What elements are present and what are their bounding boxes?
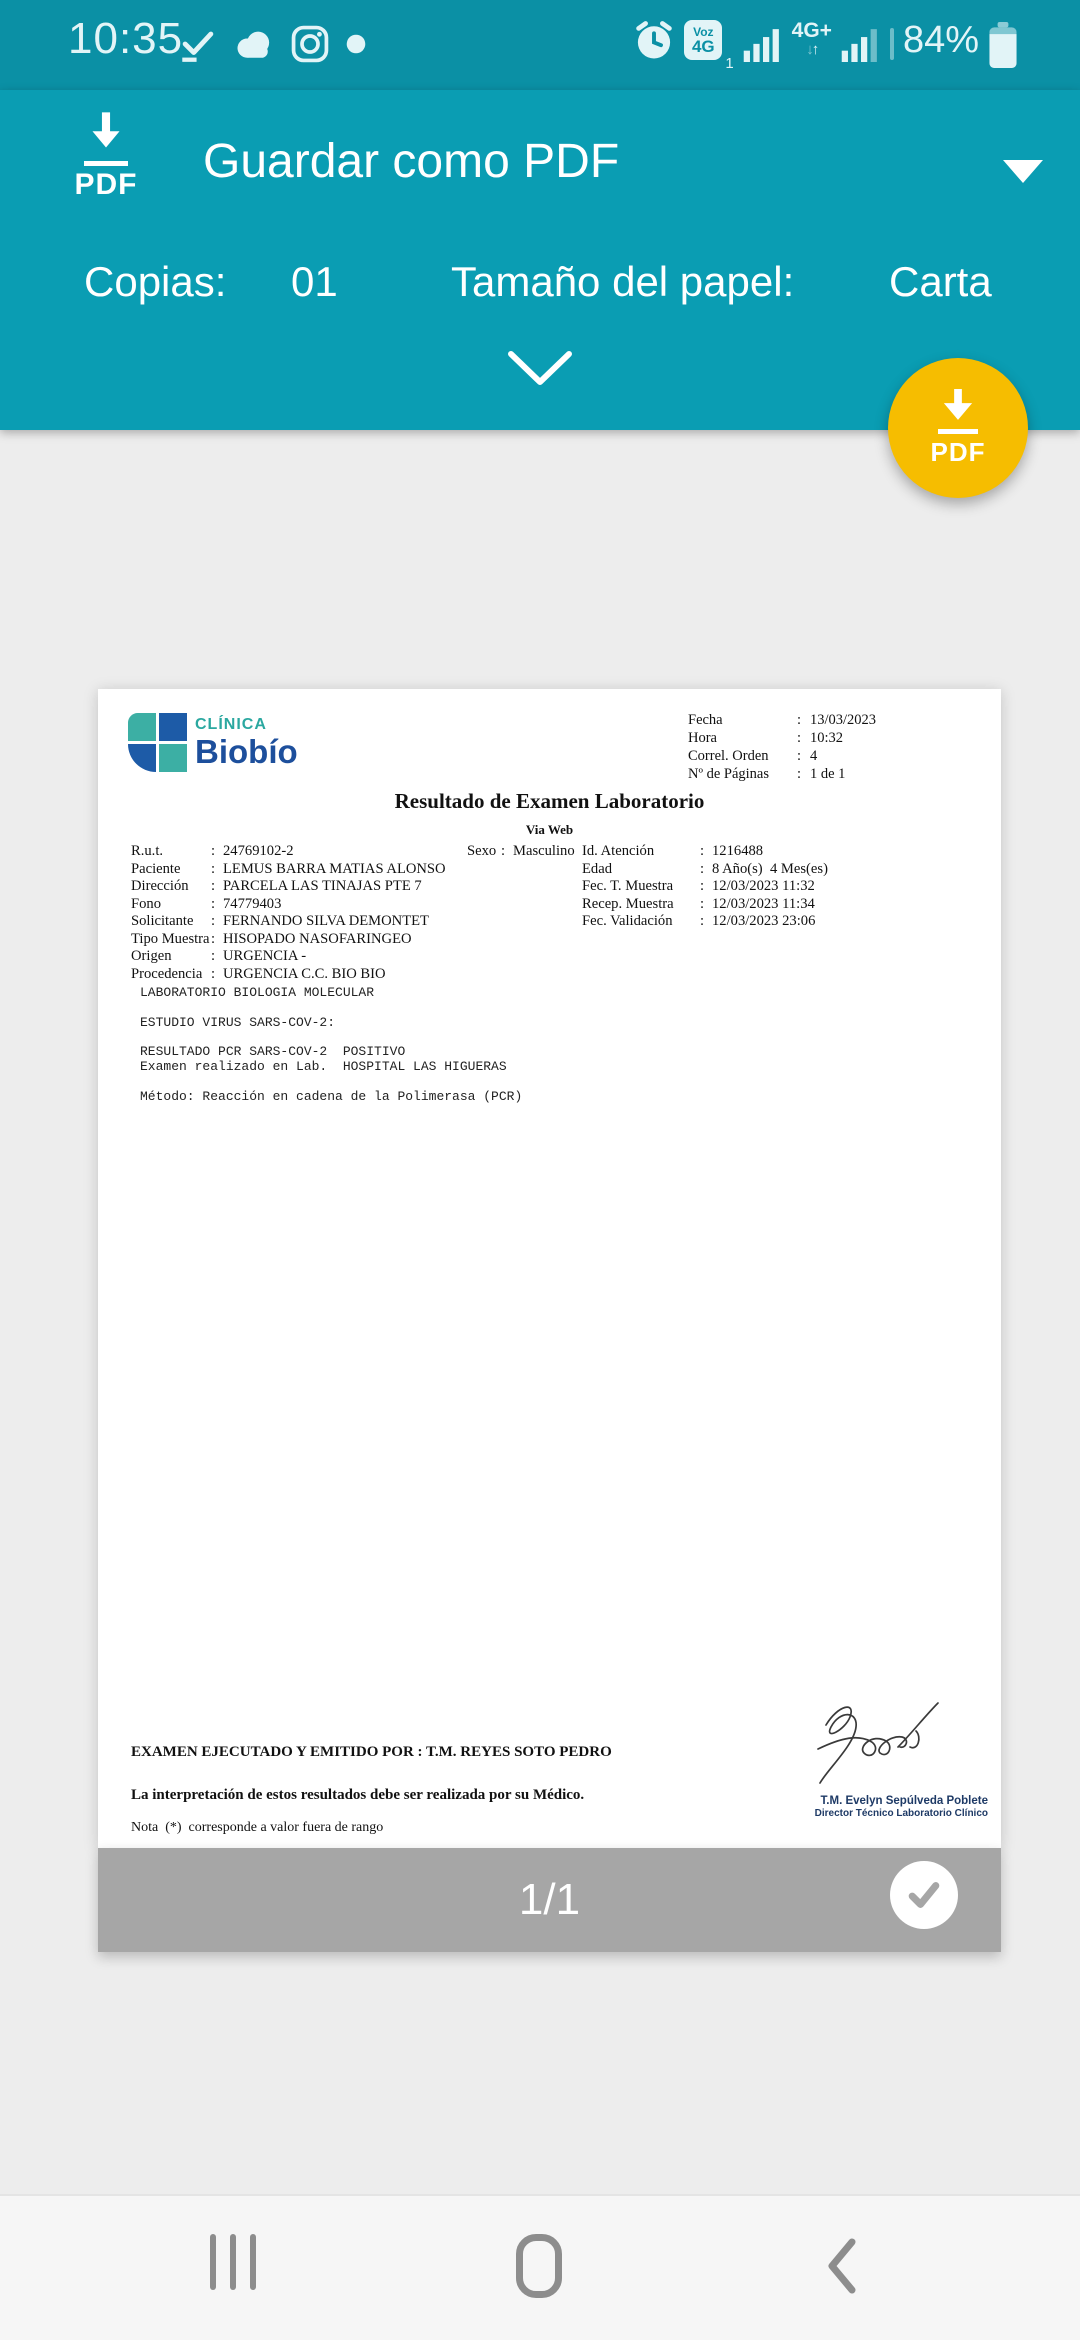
signer-block [696,1795,988,1820]
signer-name: T.M. Evelyn Sepúlveda Poblete [820,1795,988,1807]
check-notification-icon [178,24,218,69]
document-meta: Fecha : 13/03/2023 Hora : 10:32 Correl. Orden : 4 Nº de Páginas : 1 de 1 [688,712,877,782]
battery-percent: 84% [902,19,979,61]
expand-options-chevron-icon[interactable] [505,348,575,395]
document-title: Resultado de Examen Laboratorio [394,789,705,813]
alarm-icon [633,20,675,67]
clinic-logo [128,713,298,772]
signer-title: Director Técnico Laboratorio Clínico [814,1808,988,1820]
copies-label: Copias: [84,258,227,305]
divider-bar [890,28,894,60]
patient-fields-right: Id. Atención : 1216488 Edad : 8 Año(s) 4 Mes(es) Fec. T. Muestra : 12/03/2023 11:32 Recep. Muestra : 12/03/2023 11:34 Fec. Validación : 12/03/2023 23:06 [582,843,828,929]
select-page-check-button[interactable] [890,1861,958,1929]
patient-sex-field: Sexo : Masculino [467,843,575,859]
navigation-bar [0,2194,1080,2340]
clinic-name-line2: Biobío [195,733,298,770]
signal-bars-2-icon [841,28,881,67]
printer-selector[interactable]: Guardar como PDF [203,135,620,188]
network-4gplus-icon: 4G+ ↓↑ [791,19,832,58]
back-button[interactable] [820,2236,864,2301]
recents-button[interactable] [210,2234,256,2290]
volte-voz4g-icon: Voz 4G [684,20,722,60]
copies-value[interactable]: 01 [291,258,338,305]
signal-bars-icon [743,28,783,67]
clock: 10:35 [68,14,184,63]
signature-image [798,1697,948,1789]
notification-dot-icon [344,24,368,69]
clinic-name-line1: CLÍNICA [195,716,267,733]
save-pdf-fab-button[interactable]: PDF [888,358,1028,498]
cloud-icon [232,24,276,69]
paper-size-value[interactable]: Carta [889,258,992,305]
save-as-pdf-icon: PDF [66,112,146,202]
lab-result-body: LABORATORIO BIOLOGIA MOLECULAR ESTUDIO VIRUS SARS-COV-2: RESULTADO PCR SARS-COV-2 POSITIVO Examen realizado en Lab. HOSPITAL LAS HIGUERAS Método: Reacción en cadena de la Polimerasa (PCR) [140,985,523,1104]
chevron-down-icon[interactable] [1003,160,1043,183]
status-bar [0,0,1080,90]
executed-by-line: EXAMEN EJECUTADO Y EMITIDO POR : T.M. REYES SOTO PEDRO [131,1744,612,1760]
sim1-indicator: 1 [725,55,734,72]
note-line: Nota (*) corresponde a valor fuera de rango [131,1820,384,1835]
patient-fields-left: R.u.t. : 24769102-2 Paciente : LEMUS BARRA MATIAS ALONSO Dirección : PARCELA LAS TINAJAS PTE 7 Fono : 74779403 Solicitante : FERNANDO SILVA DEMONTET Tipo Muestra : HISOPADO NASOFARINGEO Origen : URGENCIA - Procedencia : URGENCIA C.C. BIO BIO [131,843,446,982]
document-preview-page [98,689,1001,1848]
page-indicator-bar [98,1848,1001,1952]
clinic-logo-mark [128,713,187,772]
instagram-icon [290,24,330,69]
document-subtitle: Via Web [525,822,574,837]
interpretation-line: La interpretación de estos resultados debe ser realizada por su Médico. [131,1787,585,1803]
home-button[interactable] [516,2234,562,2298]
page-indicator: 1/1 [518,1875,581,1924]
battery-icon [988,22,1018,73]
paper-size-label: Tamaño del papel: [451,258,795,305]
